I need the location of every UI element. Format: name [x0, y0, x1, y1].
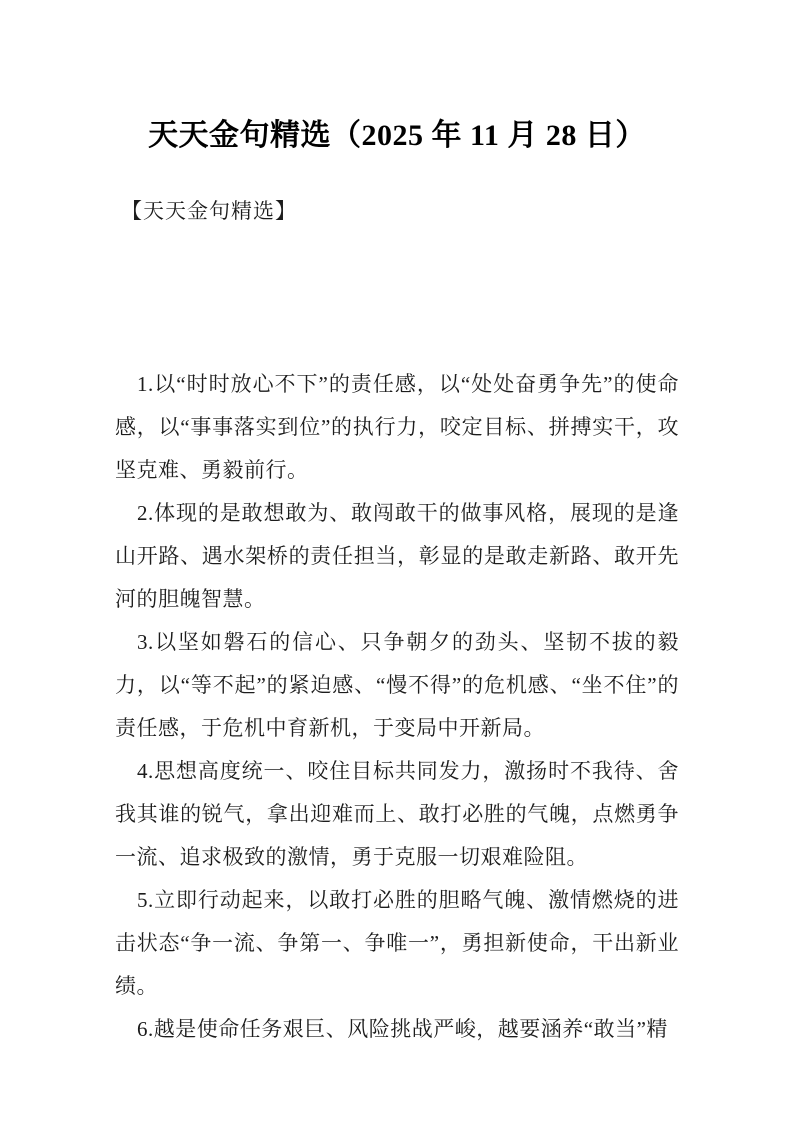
quote-paragraph-4: 4.思想高度统一、咬住目标共同发力，激扬时不我待、舍我其谁的锐气，拿出迎难而上、敢打必胜的气魄，点燃勇争一流、追求极致的激情，勇于克服一切艰难险阻。 — [115, 759, 679, 869]
quote-paragraph-2: 2.体现的是敢想敢为、敢闯敢干的做事风格，展现的是逢山开路、遇水架桥的责任担当，彰显的是敢走新路、敢开先河的胆魄智慧。 — [115, 501, 679, 611]
quote-paragraph-6-truncated: 6.越是使命任务艰巨、风险挑战严峻，越要涵养“敢当”精 — [137, 1017, 668, 1041]
document-section-tag: 【天天金句精选】 — [121, 199, 297, 223]
document-title: 天天金句精选（2025 年 11 月 28 日） — [148, 119, 646, 152]
quote-paragraph-5: 5.立即行动起来，以敢打必胜的胆略气魄、激情燃烧的进击状态“争一流、争第一、争唯一”，勇担新使命，干出新业绩。 — [115, 888, 679, 998]
quote-paragraph-1: 1.以“时时放心不下”的责任感，以“处处奋勇争先”的使命感，以“事事落实到位”的执行力，咬定目标、拼搏实干，攻坚克难、勇毅前行。 — [115, 372, 679, 482]
document-body — [115, 363, 679, 1051]
quote-paragraph-3: 3.以坚如磐石的信心、只争朝夕的劲头、坚韧不拔的毅力，以“等不起”的紧迫感、“慢不得”的危机感、“坐不住”的责任感，于危机中育新机，于变局中开新局。 — [115, 630, 679, 740]
